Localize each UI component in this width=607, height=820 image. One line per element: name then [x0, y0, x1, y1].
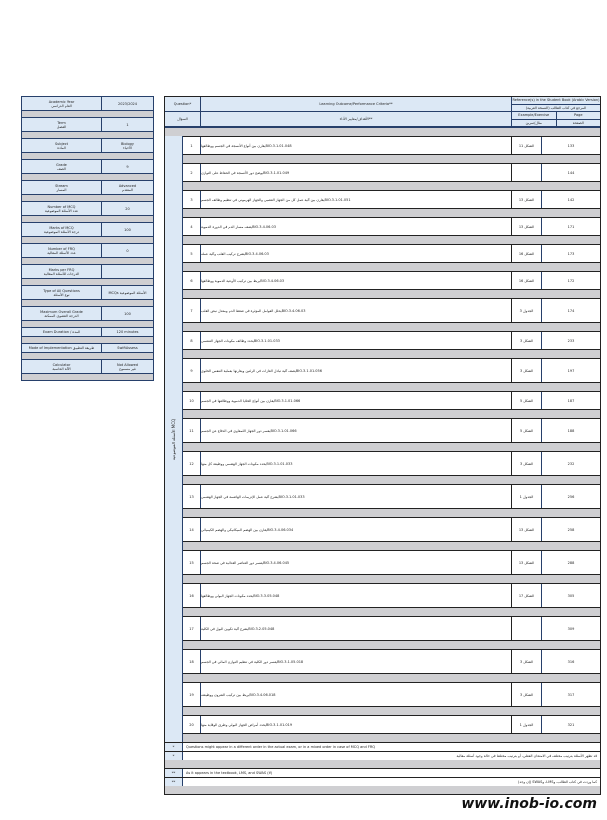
outcome-code: BIO.3.4.06.03 — [260, 278, 285, 283]
info-key — [22, 344, 102, 352]
page-ref: 288 — [567, 560, 575, 565]
divider — [183, 290, 600, 298]
page-ref: 173 — [567, 251, 575, 256]
learning-outcome — [201, 683, 512, 706]
info-value — [102, 344, 153, 352]
question-number: 14 — [183, 518, 201, 541]
page-ref: 142 — [567, 197, 575, 202]
info-row — [21, 327, 154, 336]
outcome-text: يحلل العوامل المؤثرة في ضغط الدم ومعدل نبض القلب — [201, 308, 282, 313]
outcome-text: يربط بين تركيب النفرون ووظيفته — [201, 692, 250, 697]
outcome-code: BIO.3.1.01.033 — [266, 461, 293, 466]
outcome-code: BIO.3.4.06.045 — [263, 560, 290, 565]
note-text: Questions might appear in a different order in the actual exam, or in a mixed order in case of MCQ and FRQ — [186, 745, 376, 749]
header-example-en: Example/Exercise — [512, 112, 557, 119]
info-key-text: Exam Duration / المدة — [42, 330, 81, 334]
question-row — [183, 616, 600, 641]
info-value-text: المتقدم — [122, 187, 133, 192]
outcome-text: يشرح آلية تكوين البول في الكلية — [201, 626, 249, 631]
divider — [183, 734, 600, 742]
header-page-ar: الصفحة — [572, 120, 584, 125]
info-key — [22, 181, 102, 194]
page-ref: 171 — [567, 224, 575, 229]
outcome-code: BIO.3.1.01.019 — [266, 722, 293, 727]
learning-outcome — [201, 551, 512, 574]
outcome-text: يشرح تركيب القلب وآلية عمله — [201, 251, 246, 256]
outcome-code: BIO.3.1.05.018 — [277, 659, 304, 664]
example-ref — [512, 164, 542, 181]
learning-outcome — [201, 452, 512, 475]
question-number: 19 — [183, 683, 201, 706]
table-header — [165, 97, 600, 128]
divider — [183, 707, 600, 715]
outcome-text: يقارن بين الهضم الميكانيكي والهضم الكيميائي — [201, 527, 268, 532]
mcq-section-label: الأسئلة الموضوعية MCQ — [165, 136, 183, 742]
header-question-ar: السؤال — [165, 112, 200, 127]
note-text: As it appears in the textbook, LMS, and SWAS (if) — [186, 771, 273, 775]
note-marker: ** — [165, 778, 183, 786]
learning-outcome — [201, 191, 512, 208]
outcome-code: BIO.3.2.05.048 — [248, 626, 275, 631]
page-ref: 172 — [567, 278, 575, 283]
question-number: 17 — [183, 617, 201, 640]
example-ref: الشكل 13 — [512, 518, 542, 541]
header-page-en: Page — [574, 113, 583, 118]
info-key — [22, 202, 102, 215]
info-value — [102, 160, 153, 173]
info-key-text: Grade — [56, 162, 67, 167]
divider — [183, 476, 600, 484]
page-ref: 232 — [567, 461, 575, 466]
outcome-text: يفسر دور الجهاز اللمفاوي في الدفاع عن الجسم — [201, 428, 271, 433]
info-key — [22, 97, 102, 110]
info-key-text: Marks per FRQ — [48, 267, 75, 272]
info-key — [22, 286, 102, 299]
info-key — [22, 160, 102, 173]
learning-outcome — [201, 518, 512, 541]
info-value — [102, 307, 153, 320]
learning-outcome — [201, 650, 512, 673]
example-ref: الجدول 3 — [512, 299, 542, 322]
divider — [183, 608, 600, 616]
question-number: 18 — [183, 650, 201, 673]
info-key-text: درجة الأسئلة الموضوعية — [43, 229, 80, 234]
info-row — [21, 159, 154, 173]
info-value — [102, 202, 153, 215]
info-value-text: 120 minutes — [116, 330, 139, 334]
page-ref: 144 — [567, 170, 575, 175]
page-ref: 197 — [567, 368, 575, 373]
info-key-text: Marks of MCQ — [49, 225, 74, 230]
learning-outcome — [201, 392, 512, 409]
header-ref-en: Reference(s) in the Student Book (Arabic Version) — [512, 97, 600, 105]
question-number: 7 — [183, 299, 201, 322]
header-example-ar: مثال/تمرين — [512, 120, 557, 127]
divider — [21, 152, 154, 159]
outcome-text: يحدد مكونات الجهاز البولي ووظائفها — [201, 593, 254, 598]
divider — [183, 542, 600, 550]
divider — [183, 209, 600, 217]
example-ref — [512, 617, 542, 640]
info-row — [21, 96, 154, 110]
page-ref: 316 — [567, 659, 575, 664]
learning-outcome — [201, 419, 512, 442]
question-rows — [183, 136, 600, 742]
outcome-code: BIO.3.3.05.048 — [253, 593, 280, 598]
question-row — [183, 550, 600, 575]
question-row — [183, 451, 600, 476]
learning-outcome — [201, 485, 512, 508]
page-ref: 258 — [567, 527, 575, 532]
info-key — [22, 360, 102, 373]
question-number: 8 — [183, 332, 201, 349]
info-value-text: 0 — [126, 248, 129, 253]
divider — [21, 194, 154, 201]
outcome-text: يشرح آلية عمل الإنزيمات الهاضمة في الجهاز الهضمي — [201, 494, 279, 499]
info-key — [22, 307, 102, 320]
info-value — [102, 118, 153, 131]
info-value-text: Not Allowed — [117, 362, 138, 367]
question-row — [183, 418, 600, 443]
learning-outcome — [201, 332, 512, 349]
outcome-text: يوضح دور الأنسجة في الحفاظ على التوازن — [201, 170, 264, 175]
note-row — [165, 742, 600, 751]
learning-outcome — [201, 272, 512, 289]
outcome-code: BIO.3.1.01.033 — [278, 494, 305, 499]
question-number: 9 — [183, 359, 201, 382]
info-key-text: العام الدراسي — [51, 103, 72, 108]
outcome-code: BIO.3.4.06.03 — [281, 308, 306, 313]
info-key-text: Term — [57, 120, 66, 125]
question-number: 5 — [183, 245, 201, 262]
info-key — [22, 118, 102, 131]
info-value-text: 20 — [125, 206, 130, 211]
learning-outcome — [201, 164, 512, 181]
outcome-text: يفسر دور الكلية في تنظيم التوازن المائي في الجسم — [201, 659, 278, 664]
info-value-text: Biology — [121, 141, 134, 146]
divider — [21, 173, 154, 180]
question-row — [183, 271, 600, 290]
info-value-text: 9 — [126, 164, 129, 169]
info-row — [21, 180, 154, 194]
info-value-text: غير مسموح — [118, 366, 137, 371]
question-row — [183, 163, 600, 182]
question-number: 20 — [183, 716, 201, 733]
outcome-code: BIO.3.1.01.066 — [274, 398, 301, 403]
divider — [21, 236, 154, 243]
info-key-text: المادة — [57, 145, 66, 150]
info-row — [21, 243, 154, 257]
info-key-text: نوع الأسئلة — [53, 292, 70, 297]
info-value-text: 100 — [124, 227, 131, 232]
divider — [21, 131, 154, 138]
divider — [21, 110, 154, 117]
outcome-text: يحدد أمراض الجهاز البولي وطرق الوقاية منها — [201, 722, 267, 727]
info-key-text: Calculator — [52, 362, 71, 367]
question-number: 10 — [183, 392, 201, 409]
info-row — [21, 264, 154, 278]
question-row — [183, 136, 600, 155]
info-value — [102, 139, 153, 152]
divider — [183, 575, 600, 583]
outcome-text: يفسر دور العناصر الغذائية في صحة الجسم — [201, 560, 264, 565]
page-ref: 256 — [567, 494, 575, 499]
divider — [183, 509, 600, 517]
info-key-text: Type of All Questions — [43, 288, 80, 293]
question-row — [183, 244, 600, 263]
outcome-text: يربط بين تركيب الأوعية الدموية ووظائفها — [201, 278, 261, 283]
info-value — [102, 286, 153, 299]
question-number: 2 — [183, 164, 201, 181]
page-ref: 187 — [567, 398, 575, 403]
exam-info-panel — [21, 96, 154, 381]
divider — [21, 215, 154, 222]
question-row — [183, 484, 600, 509]
divider — [183, 410, 600, 418]
example-ref: الشكل 3 — [512, 683, 542, 706]
page-ref: 174 — [567, 308, 575, 313]
outcome-code: BIO.3.1.01.049 — [263, 170, 290, 175]
divider — [21, 299, 154, 306]
divider — [21, 373, 154, 380]
note-text: قد تظهر الأسئلة بترتيب مختلف في الامتحان الفعلي، أو بترتيب مختلط في حالة وجود أسئلة مقالية — [456, 754, 597, 758]
info-row — [21, 343, 154, 352]
question-row — [183, 649, 600, 674]
header-ref-ar: المرجع في كتاب الطالب (النسخة العربية) — [512, 105, 600, 113]
note-marker: * — [165, 752, 183, 760]
question-row — [183, 190, 600, 209]
note-row — [165, 777, 600, 786]
info-value — [102, 97, 153, 110]
example-ref: الشكل 16 — [512, 272, 542, 289]
outcome-code: BIO.3.1.01.066 — [270, 428, 297, 433]
page-ref: 233 — [567, 338, 575, 343]
question-number: 11 — [183, 419, 201, 442]
example-ref: الشكل 17 — [512, 584, 542, 607]
info-key-text: الصف — [57, 166, 66, 171]
note-marker: * — [165, 743, 183, 751]
info-value — [102, 223, 153, 236]
outcome-text: يحدد مكونات الجهاز الهضمي ووظيفة كل منها — [201, 461, 267, 466]
page-ref: 305 — [567, 593, 575, 598]
divider — [183, 674, 600, 682]
divider — [183, 263, 600, 271]
learning-outcome — [201, 299, 512, 322]
info-key — [22, 328, 102, 336]
learning-outcome — [201, 584, 512, 607]
outcome-text: يقارن بين آلية عمل كل من الجهاز العصبي والجهاز الهرموني في تنظيم وظائف الجسم — [201, 197, 325, 202]
question-row — [183, 331, 600, 350]
learning-outcome — [201, 137, 512, 154]
example-ref: 3 الشكل — [512, 359, 542, 382]
divider — [21, 336, 154, 343]
note-text: كما وردت في كتاب الطالب، وLMS، وSWAS (إن وجد) — [518, 780, 597, 784]
example-ref: 3 الشكل — [512, 650, 542, 673]
question-number: 12 — [183, 452, 201, 475]
divider — [21, 257, 154, 264]
info-key-text: Maximum Overall Grade — [40, 309, 83, 314]
question-number: 13 — [183, 485, 201, 508]
example-ref: الشكل 5 — [512, 419, 542, 442]
info-value-text: SwiftAssess — [117, 346, 138, 350]
example-ref: الجدول 1 — [512, 485, 542, 508]
learning-outcome — [201, 716, 512, 733]
info-key-text: Subject — [54, 141, 69, 146]
divider — [183, 323, 600, 331]
outcome-text: يصف آلية تبادل الغازات في الرئتين ويقارنها بعملية التنفس الخلوي — [201, 368, 296, 373]
info-key — [22, 265, 102, 278]
info-row — [21, 117, 154, 131]
example-ref: 3 الشكل — [512, 332, 542, 349]
divider — [183, 641, 600, 649]
outcome-text: يقارن بين أنواع الخلايا الدموية ووظائفها في الجسم — [201, 398, 275, 403]
question-row — [183, 682, 600, 707]
info-key-text: Mode of Implementation طريقة التطبيق — [28, 346, 95, 350]
page-ref: 317 — [567, 692, 575, 697]
outcome-text: يقارن بين أنواع الأنسجة في الجسم ووظائفها — [201, 143, 266, 148]
page-ref: 309 — [567, 626, 575, 631]
example-ref: الشكل 11 — [512, 137, 542, 154]
outcome-code: BIO.3.4.06.03 — [252, 224, 276, 229]
divider — [183, 182, 600, 190]
info-key-text: Number of MCQ — [47, 204, 76, 209]
exam-coverage-table — [164, 96, 601, 795]
info-value-text: 1 — [126, 122, 129, 127]
info-value-text: 100 — [124, 311, 131, 316]
info-key-text: Academic Year — [48, 99, 75, 104]
example-ref: الشكل 13 — [512, 218, 542, 235]
outcome-code: BIO.3.1.01.051 — [324, 197, 351, 202]
question-number: 3 — [183, 191, 201, 208]
question-number: 1 — [183, 137, 201, 154]
info-row — [21, 222, 154, 236]
info-value — [102, 360, 153, 373]
question-row — [183, 358, 600, 383]
divider — [183, 443, 600, 451]
info-key-text: عدد الأسئلة الموضوعية — [44, 208, 79, 213]
question-row — [183, 391, 600, 410]
info-row — [21, 359, 154, 373]
divider — [21, 278, 154, 285]
learning-outcome — [201, 218, 512, 235]
example-ref: الشكل 13 — [512, 191, 542, 208]
note-row — [165, 751, 600, 760]
page-ref: 188 — [567, 428, 575, 433]
note-row — [165, 768, 600, 777]
info-key-text: المسار — [56, 187, 67, 192]
info-value-text: MCQs الأسئلة الموضوعية — [108, 290, 147, 295]
divider — [183, 383, 600, 391]
outcome-text: يصف مسار الدم في الدورة الدموية — [201, 224, 253, 229]
note-marker: ** — [165, 769, 183, 777]
info-row — [21, 285, 154, 299]
info-value — [102, 328, 153, 336]
divider — [183, 236, 600, 244]
outcome-code: BIO.3.1.01.056 — [295, 368, 322, 373]
learning-outcome — [201, 359, 512, 382]
question-number: 15 — [183, 551, 201, 574]
divider — [165, 786, 600, 794]
example-ref: الشكل 13 — [512, 551, 542, 574]
example-ref: 3 الشكل — [512, 452, 542, 475]
question-number: 6 — [183, 272, 201, 289]
info-key-text: Number of FRQ — [48, 246, 75, 251]
header-outcome-ar: الأهداف/معايير الأداء** — [201, 112, 511, 127]
info-key-text: الدرجات للأسئلة المقالية — [43, 271, 80, 276]
outcome-code: BIO.3.4.06.034 — [267, 527, 294, 532]
info-row — [21, 306, 154, 320]
info-key-text: Stream — [55, 183, 68, 188]
question-row — [183, 583, 600, 608]
divider — [21, 352, 154, 359]
outcome-text: يحدد وظائف مكونات الجهاز التنفسي — [201, 338, 254, 343]
question-number: 16 — [183, 584, 201, 607]
info-key-text: الدرجة القصوى الممكنة — [44, 313, 79, 318]
divider — [165, 760, 600, 768]
info-row — [21, 201, 154, 215]
question-number: 4 — [183, 218, 201, 235]
info-row — [21, 138, 154, 152]
learning-outcome — [201, 617, 512, 640]
info-value — [102, 265, 153, 278]
page-ref: 321 — [567, 722, 575, 727]
info-key-text: عدد الأسئلة المقالية — [47, 250, 76, 255]
outcome-code: BIO.3.4.06.018 — [249, 692, 276, 697]
outcome-code: BIO.3.4.06.03 — [245, 251, 269, 256]
info-value — [102, 244, 153, 257]
learning-outcome — [201, 245, 512, 262]
divider — [183, 155, 600, 163]
info-value-text: Advanced — [118, 183, 137, 188]
example-ref: الشكل 16 — [512, 245, 542, 262]
page-ref: 133 — [567, 143, 575, 148]
info-key — [22, 244, 102, 257]
notes-section — [165, 742, 600, 794]
divider — [183, 350, 600, 358]
info-value-text: 2023/2024 — [118, 101, 137, 106]
info-key — [22, 223, 102, 236]
info-key-text: الفصل — [56, 124, 67, 129]
header-outcome-en: Learning Outcome/Performance Criteria** — [201, 97, 511, 112]
outcome-code: BIO.3.1.01.048 — [265, 143, 292, 148]
header-question-en: Question* — [165, 97, 200, 112]
info-key-text: الآلة الحاسبة — [52, 366, 71, 371]
info-key — [22, 139, 102, 152]
question-row — [183, 517, 600, 542]
example-ref: الجدول 1 — [512, 716, 542, 733]
outcome-code: BIO.3.1.01.033 — [253, 338, 280, 343]
question-row — [183, 298, 600, 323]
info-value — [102, 181, 153, 194]
question-row — [183, 715, 600, 734]
divider — [165, 128, 600, 136]
divider — [21, 320, 154, 327]
info-value-text: الأحياء — [123, 145, 132, 150]
watermark: www.inob-io.com — [461, 796, 597, 812]
example-ref: الشكل 5 — [512, 392, 542, 409]
question-row — [183, 217, 600, 236]
